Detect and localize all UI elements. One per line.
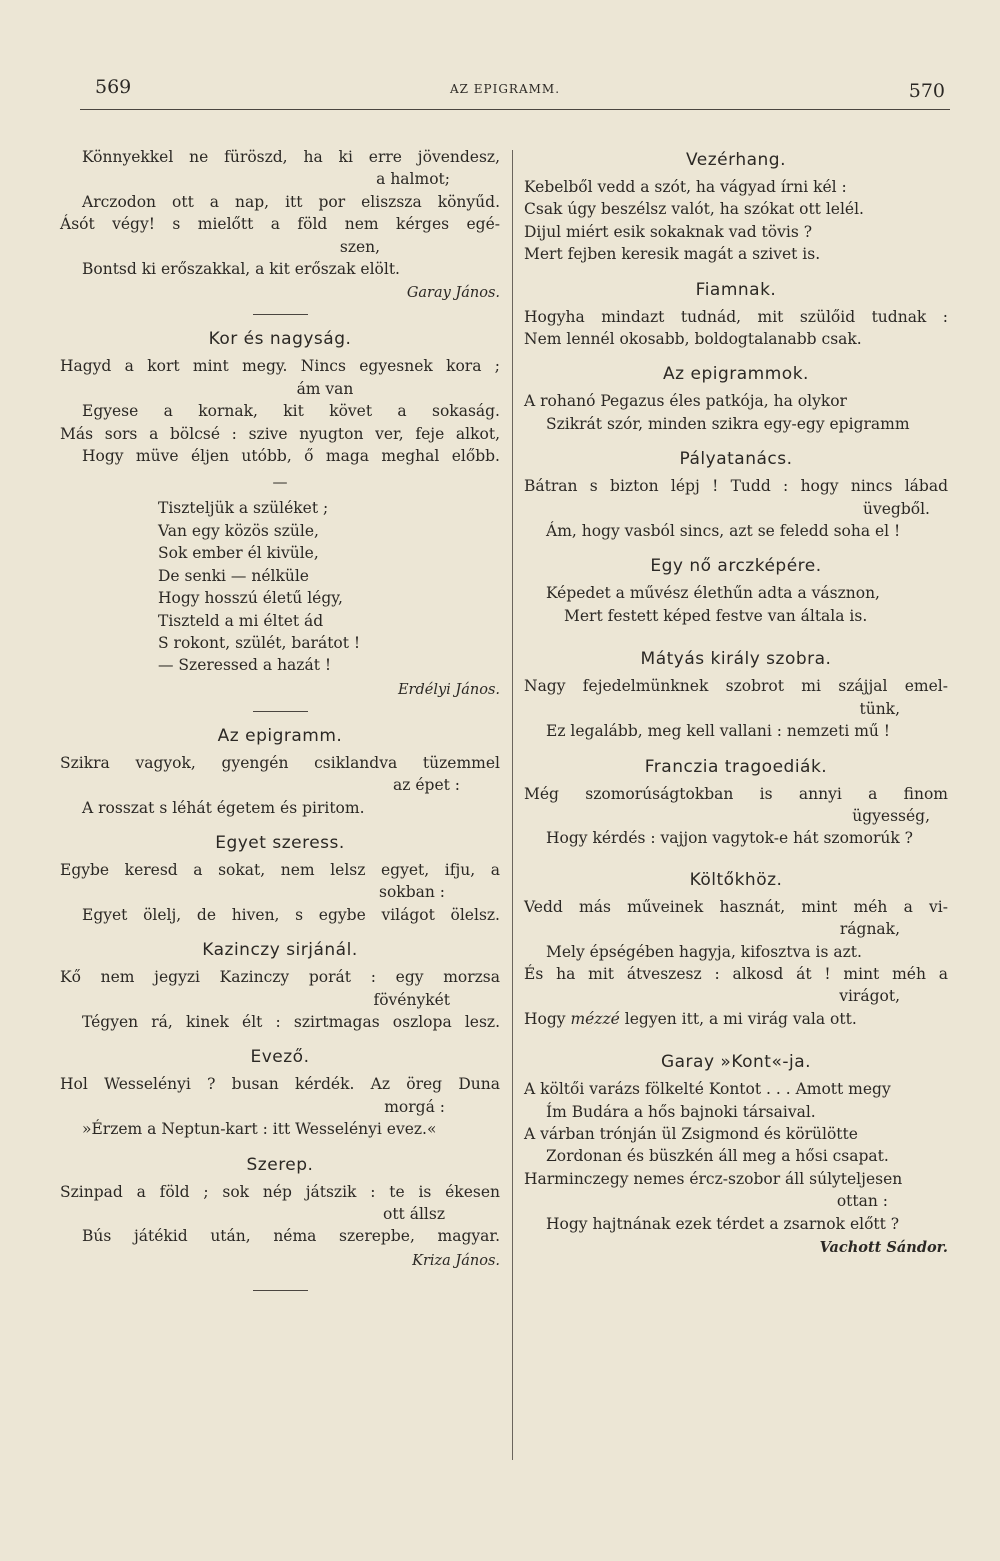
verse-line: A költői varázs fölkelté Kontot . . . Amott megy [524, 1080, 891, 1099]
author-signature: Erdélyi János. [397, 681, 500, 698]
section-separator [253, 711, 308, 712]
verse-line: Van egy közös szüle, [158, 521, 319, 540]
verse-line: Hogy kérdés : vajjon vagytok-e hát szomorúk ? [546, 829, 913, 848]
verse-line: Bontsd ki erőszakkal, a kit erőszak elölt. [82, 260, 400, 279]
verse-line: Egyese a kornak, kit követ a sokaság. [82, 402, 500, 421]
verse-line: És ha mit átveszesz : alkosd át ! mint méh a [524, 964, 948, 983]
right-column [524, 146, 948, 1259]
verse-line: üvegből. [863, 499, 930, 518]
verse-line: Csak úgy beszélsz valót, ha szókat ott lelél. [524, 200, 864, 219]
verse-line: Egybe keresd a sokat, nem lelsz egyet, ifju, a [60, 860, 500, 879]
verse-line: Tiszteljük a szüléket ; [158, 499, 329, 518]
epigram-title: Evező. [250, 1047, 310, 1068]
left-column [60, 146, 500, 1305]
verse-line: Szinpad a föld ; sok nép játszik : te is ékesen [60, 1182, 500, 1201]
epigram-title: Az epigramm. [217, 725, 343, 746]
verse-line: tünk, [859, 699, 900, 718]
verse-line: virágot, [839, 987, 900, 1006]
verse-line: Még szomorúságtokban is annyi a finom [524, 784, 948, 803]
verse-line: a halmot; [376, 170, 450, 189]
verse-line: Hogy hajtnának ezek térdet a zsarnok előtt ? [546, 1214, 900, 1233]
verse-line: Nem lennél okosabb, boldogtalanabb csak. [524, 330, 862, 349]
verse-line: Hagyd a kort mint megy. Nincs egyesnek kora ; [60, 357, 500, 376]
verse-line: Hogy müve éljen utóbb, ő maga meghal előbb. [82, 447, 500, 466]
epigram-title: Az epigrammok. [663, 364, 809, 385]
dash-separator: — [272, 473, 288, 492]
verse-line: az épet : [393, 776, 460, 795]
verse-line: Képedet a művész élethűn adta a vásznon, [546, 584, 880, 603]
epigram-title: Vezérhang. [685, 150, 786, 170]
verse-line: Ám, hogy vasból sincs, azt se feledd soha el ! [546, 522, 901, 541]
header-rule [80, 109, 950, 110]
verse-line: morgá : [384, 1097, 445, 1116]
running-title: AZ EPIGRAMM. [449, 82, 561, 96]
epigram-title: Pályatanács. [679, 449, 793, 470]
verse-line: Bús játékid után, néma szerepbe, magyar. [82, 1227, 500, 1246]
verse-line: Kebelből vedd a szót, ha vágyad írni kél : [524, 178, 847, 196]
verse-line: Mert fejben keresik magát a szivet is. [524, 245, 821, 264]
epigram-title: Szerep. [246, 1154, 314, 1175]
verse-line: Sok ember él kivüle, [158, 544, 319, 563]
verse-line: Zordonan és büszkén áll meg a hősi csapat. [546, 1147, 889, 1166]
verse-line: De senki — nélküle [158, 566, 309, 585]
verse-line: ám van [296, 379, 354, 398]
epigram-title: Egy nő arczképére. [650, 556, 822, 577]
section-separator [253, 1290, 308, 1291]
author-signature: Garay János. [406, 285, 500, 302]
author-signature: Kriza János. [412, 1252, 500, 1269]
verse-line: »Érzem a Neptun-kart : itt Wesselényi evez.« [82, 1120, 437, 1139]
author-signature: Vachott Sándor. [819, 1239, 948, 1256]
verse-line: S rokont, szülét, barátot ! [158, 633, 361, 652]
verse-line: Mely épségében hagyja, kifosztva is azt. [546, 942, 862, 961]
section-separator [253, 314, 308, 315]
verse-line: Más sors a bölcsé : szive nyugton ver, feje alkot, [60, 424, 500, 443]
verse-text: Hogy [524, 1009, 571, 1028]
italic-word: mézzé [570, 1009, 620, 1028]
verse-line: Szikrát szór, minden szikra egy-egy epigramm [546, 414, 910, 433]
page-header [60, 72, 950, 112]
verse-line: Bátran s bizton lépj ! Tudd : hogy nincs lábad [524, 477, 948, 496]
verse-line: Szikra vagyok, gyengén csiklandva tüzemmel [60, 753, 500, 772]
verse-line: sokban : [379, 883, 445, 902]
verse-line: Hogy hosszú életű légy, [158, 589, 343, 608]
verse-line: Tiszteld a mi éltet ád [158, 611, 324, 630]
verse-line: Arczodon ott a nap, itt por eliszsza könyűd. [82, 192, 500, 211]
verse-line: Nagy fejedelmünknek szobrot mi szájjal emel- [524, 677, 948, 696]
verse-line: A rohanó Pegazus éles patkója, ha olykor [524, 392, 847, 411]
verse-line: — Szeressed a hazát ! [158, 656, 332, 675]
verse-line: Vedd más műveinek hasznát, mint méh a vi- [524, 897, 948, 916]
verse-line: Mert festett képed festve van általa is. [564, 606, 868, 625]
verse-line: Harminczegy nemes ércz-szobor áll súlyteljesen [524, 1169, 903, 1188]
epigram-title: Fiamnak. [695, 279, 777, 300]
verse-line: Könnyekkel ne füröszd, ha ki erre jövendesz, [82, 148, 500, 166]
verse-line [524, 1008, 948, 1030]
verse-line: ottan : [836, 1192, 888, 1211]
left-page-number: 569 [95, 76, 132, 98]
epigram-block [60, 146, 500, 304]
epigram-title: Kor és nagyság. [208, 329, 352, 350]
verse-line: fövénykét [373, 990, 450, 1009]
verse-text: legyen itt, a mi virág vala ott. [619, 1009, 857, 1028]
verse-line: szen, [339, 237, 381, 256]
column-divider [512, 150, 513, 1460]
verse-line: Kő nem jegyzi Kazinczy porát : egy morzsa [60, 968, 500, 987]
epigram-title: Költőkhöz. [689, 869, 783, 890]
verse-line: Dijul miért esik sokaknak vad tövis ? [524, 222, 813, 241]
verse-line: Egyet ölelj, de hiven, s egybe világot ölelsz. [82, 905, 500, 924]
verse-line: ügyesség, [852, 806, 930, 825]
poem-block [60, 497, 500, 676]
epigram-title: Garay »Kont«-ja. [660, 1052, 812, 1073]
verse-line: rágnak, [839, 920, 900, 939]
epigram-title: Kazinczy sirjánál. [202, 940, 358, 961]
verse-line: ott állsz [383, 1205, 445, 1223]
verse-line: Hol Wesselényi ? busan kérdék. Az öreg Duna [60, 1075, 500, 1094]
epigram-title: Franczia tragoediák. [644, 756, 828, 777]
epigram-title: Egyet szeress. [215, 832, 345, 853]
verse-line: Tégyen rá, kinek élt : szirtmagas oszlopa lesz. [82, 1012, 500, 1031]
verse-line: Ím Budára a hős bajnoki társaival. [546, 1102, 816, 1121]
verse-line: Hogyha mindazt tudnád, mit szülőid tudnak : [524, 307, 948, 326]
verse-line: A rosszat s léhát égetem és piritom. [82, 798, 365, 817]
verse-line: A várban trónján ül Zsigmond és körülötte [524, 1124, 858, 1143]
epigram-title: Mátyás király szobra. [640, 649, 832, 670]
verse-line: Ásót végy! s mielőtt a föld nem kérges egé- [60, 215, 500, 234]
right-page-number: 570 [908, 80, 945, 102]
verse-line: Ez legalább, meg kell vallani : nemzeti mű ! [546, 722, 891, 741]
